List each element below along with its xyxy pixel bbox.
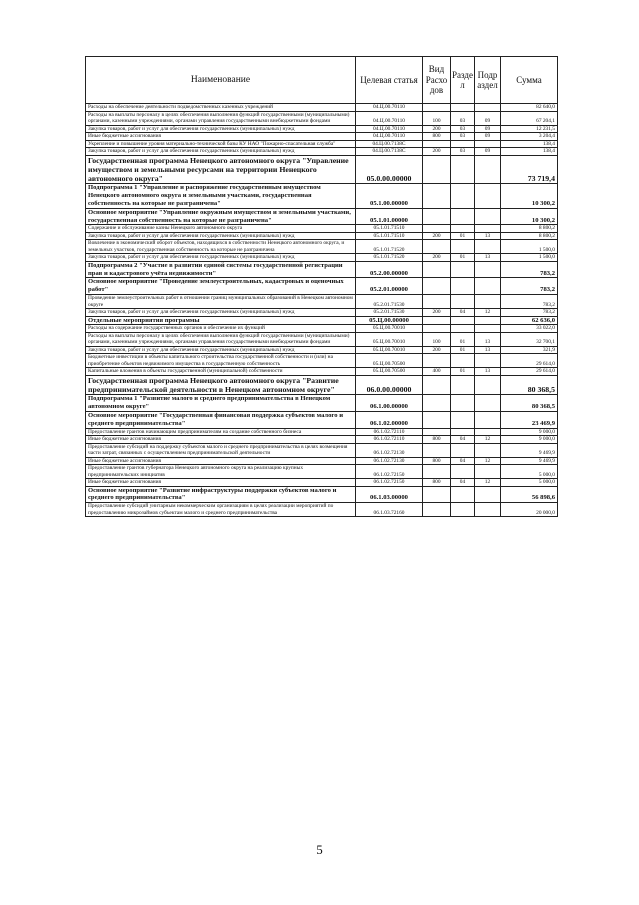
header-razdel: Разде л xyxy=(451,57,475,104)
cell-name: Иные бюджетные ассигнования xyxy=(86,133,356,141)
cell-amount: 23 469,9 xyxy=(501,412,558,429)
table-body xyxy=(86,104,558,517)
cell-subsection: 12 xyxy=(475,309,501,317)
cell-target-article: 06.1.02.72130 xyxy=(356,443,423,457)
cell-expense-type: 100 xyxy=(423,111,451,125)
cell-expense-type: 200 xyxy=(423,309,451,317)
cell-name: Расходы на выплаты персоналу в целях обеспечения выполнения функций государственными (муниципальными) органами, казенными учреждениями, органами управления государственными внебюджетными фондами xyxy=(86,332,356,346)
cell-expense-type xyxy=(423,316,451,325)
table-row xyxy=(86,140,558,148)
page-number: 5 xyxy=(316,842,323,857)
cell-target-article: 05.1.01.00000 xyxy=(356,208,423,225)
table-row xyxy=(86,486,558,503)
header-vid: Вид Расхо дов xyxy=(423,57,451,104)
cell-name: Содержание и обслуживание казны Ненецкого автономного округа xyxy=(86,225,356,233)
cell-expense-type: 800 xyxy=(423,133,451,141)
header-sum: Сумма xyxy=(501,57,558,104)
cell-name: Основное мероприятие "Управление окружным имуществом и земельными участками, государственная собственность на которые не разграничена" xyxy=(86,208,356,225)
cell-name: Отдельные мероприятия программы xyxy=(86,316,356,325)
cell-section xyxy=(451,155,475,184)
cell-subsection: 13 xyxy=(475,232,501,240)
table-row xyxy=(86,316,558,325)
cell-subsection: 13 xyxy=(475,368,501,376)
cell-section xyxy=(451,225,475,233)
table-row xyxy=(86,395,558,412)
cell-target-article: 05.Ц.00.70010 xyxy=(356,346,423,354)
cell-target-article: 05.Ц.00.70010 xyxy=(356,325,423,333)
cell-section xyxy=(451,140,475,148)
cell-section xyxy=(451,316,475,325)
table-row xyxy=(86,375,558,395)
cell-subsection xyxy=(475,316,501,325)
cell-amount: 10 300,2 xyxy=(501,208,558,225)
cell-name: Расходы на содержание государственных органов и обеспечение их функций xyxy=(86,325,356,333)
cell-name: Закупка товаров, работ и услуг для обеспечения государственных (муниципальных) нужд xyxy=(86,125,356,133)
cell-section: 03 xyxy=(451,148,475,156)
cell-target-article: 05.1.01.71510 xyxy=(356,225,423,233)
cell-expense-type xyxy=(423,486,451,503)
cell-target-article: 05.Ц.00.70010 xyxy=(356,332,423,346)
cell-target-article: 05.2.01.71530 xyxy=(356,309,423,317)
table-row xyxy=(86,436,558,444)
cell-target-article: 05.0.00.00000 xyxy=(356,155,423,184)
cell-amount: 73 719,4 xyxy=(501,155,558,184)
cell-expense-type xyxy=(423,278,451,295)
cell-subsection xyxy=(475,325,501,333)
cell-name: Иные бюджетные ассигнования xyxy=(86,436,356,444)
table-row xyxy=(86,232,558,240)
cell-section: 04 xyxy=(451,309,475,317)
cell-name: Капитальные вложения в объекты государственной (муниципальной) собственности xyxy=(86,368,356,376)
cell-target-article: 05.Ц.00.00000 xyxy=(356,316,423,325)
cell-amount: 783,2 xyxy=(501,309,558,317)
cell-target-article: 06.1.02.72150 xyxy=(356,465,423,479)
cell-name: Вовлечение в экономический оборот объектов, находящихся в собственности Ненецкого автономного округа, и земельных участков, государственная собственность на которые не разграничена xyxy=(86,240,356,254)
cell-target-article: 06.0.00.00000 xyxy=(356,375,423,395)
cell-amount: 138,4 xyxy=(501,140,558,148)
cell-expense-type xyxy=(423,412,451,429)
cell-section: 04 xyxy=(451,436,475,444)
cell-section: 01 xyxy=(451,368,475,376)
cell-target-article: 05.1.01.71520 xyxy=(356,254,423,262)
cell-section xyxy=(451,325,475,333)
cell-name: Закупка товаров, работ и услуг для обеспечения государственных (муниципальных) нужд xyxy=(86,254,356,262)
cell-name: Закупка товаров, работ и услуг для обеспечения государственных (муниципальных) нужд xyxy=(86,309,356,317)
table-row xyxy=(86,503,558,517)
cell-name: Предоставление субсидий на поддержку субъектов малого и среднего предпринимательства в целях возмещения части затрат, связанных с осуществлением предпринимательской деятельности xyxy=(86,443,356,457)
cell-amount: 321,9 xyxy=(501,346,558,354)
table-row xyxy=(86,184,558,208)
cell-expense-type: 200 xyxy=(423,125,451,133)
cell-subsection xyxy=(475,443,501,457)
cell-subsection xyxy=(475,225,501,233)
cell-subsection xyxy=(475,140,501,148)
cell-target-article: 05.1.01.71510 xyxy=(356,232,423,240)
cell-target-article: 05.Ц.00.70500 xyxy=(356,354,423,368)
cell-subsection xyxy=(475,278,501,295)
table-row xyxy=(86,325,558,333)
cell-amount: 5 000,0 xyxy=(501,479,558,487)
cell-amount: 80 368,5 xyxy=(501,395,558,412)
table-row xyxy=(86,412,558,429)
cell-name: Проведение землеустроительных работ в отношении границ муниципальных образований в Ненецком автономном округе xyxy=(86,295,356,309)
cell-subsection: 12 xyxy=(475,479,501,487)
cell-target-article: 04.Ц.00.70110 xyxy=(356,104,423,112)
cell-expense-type xyxy=(423,184,451,208)
cell-amount: 10 300,2 xyxy=(501,184,558,208)
table-row xyxy=(86,225,558,233)
table-row xyxy=(86,111,558,125)
cell-amount: 5 000,0 xyxy=(501,465,558,479)
cell-amount: 62 636,0 xyxy=(501,316,558,325)
cell-amount: 783,2 xyxy=(501,261,558,278)
cell-expense-type xyxy=(423,395,451,412)
cell-expense-type: 100 xyxy=(423,332,451,346)
cell-target-article: 05.2.01.00000 xyxy=(356,278,423,295)
cell-target-article: 04.Ц.00.70110 xyxy=(356,125,423,133)
cell-target-article: 06.1.02.72150 xyxy=(356,479,423,487)
cell-section: 03 xyxy=(451,125,475,133)
cell-section: 03 xyxy=(451,133,475,141)
table-row xyxy=(86,254,558,262)
cell-expense-type: 200 xyxy=(423,232,451,240)
cell-name: Государственная программа Ненецкого автономного округа "Развитие предпринимательской деятельности в Ненецком автономном округе" xyxy=(86,375,356,395)
cell-subsection xyxy=(475,261,501,278)
cell-section xyxy=(451,375,475,395)
table-row xyxy=(86,208,558,225)
cell-amount: 9 000,0 xyxy=(501,436,558,444)
cell-section xyxy=(451,486,475,503)
table-row xyxy=(86,125,558,133)
cell-target-article: 05.1.01.71520 xyxy=(356,240,423,254)
cell-section xyxy=(451,443,475,457)
cell-expense-type: 800 xyxy=(423,479,451,487)
cell-expense-type xyxy=(423,240,451,254)
cell-name: Основное мероприятие "Развитие инфраструктуры поддержки субъектов малого и среднего предпринимательства" xyxy=(86,486,356,503)
cell-expense-type xyxy=(423,325,451,333)
cell-section xyxy=(451,503,475,517)
table-row xyxy=(86,465,558,479)
cell-subsection xyxy=(475,395,501,412)
cell-amount: 80 368,5 xyxy=(501,375,558,395)
cell-amount: 9 469,9 xyxy=(501,443,558,457)
cell-subsection xyxy=(475,428,501,436)
cell-target-article: 06.1.02.00000 xyxy=(356,412,423,429)
cell-target-article: 04.Ц.00.7138С xyxy=(356,140,423,148)
cell-amount: 783,2 xyxy=(501,278,558,295)
cell-expense-type xyxy=(423,443,451,457)
cell-target-article: 06.1.00.00000 xyxy=(356,395,423,412)
cell-subsection: 12 xyxy=(475,457,501,465)
cell-subsection xyxy=(475,375,501,395)
cell-subsection xyxy=(475,465,501,479)
cell-expense-type xyxy=(423,428,451,436)
cell-name: Укрепление и повышение уровня материально-технической базы КУ НАО "Пожарно-спасательная служба" xyxy=(86,140,356,148)
cell-target-article: 06.1.03.00000 xyxy=(356,486,423,503)
cell-expense-type xyxy=(423,295,451,309)
cell-section: 01 xyxy=(451,332,475,346)
cell-subsection: 13 xyxy=(475,332,501,346)
cell-section xyxy=(451,208,475,225)
cell-section xyxy=(451,184,475,208)
cell-expense-type xyxy=(423,465,451,479)
cell-name: Предоставление грантов начинающим предпринимателям на создание собственного бизнеса xyxy=(86,428,356,436)
cell-name: Подпрограмма 1 "Развитие малого и среднего предпринимательства в Ненецком автономном округе" xyxy=(86,395,356,412)
cell-amount: 8 800,2 xyxy=(501,225,558,233)
cell-target-article: 04.Ц.00.70110 xyxy=(356,111,423,125)
table-row xyxy=(86,133,558,141)
cell-expense-type xyxy=(423,503,451,517)
cell-subsection xyxy=(475,503,501,517)
cell-name: Иные бюджетные ассигнования xyxy=(86,479,356,487)
cell-amount: 12 231,5 xyxy=(501,125,558,133)
cell-expense-type xyxy=(423,261,451,278)
cell-subsection xyxy=(475,295,501,309)
cell-name: Бюджетные инвестиции в объекты капитального строительства государственной собственности и (или) на приобретение объектов недвижимого имущества в государственную собственность xyxy=(86,354,356,368)
cell-name: Основное мероприятие "Государственная финансовая поддержка субъектов малого и среднего предпринимательства" xyxy=(86,412,356,429)
table-row xyxy=(86,479,558,487)
cell-section: 03 xyxy=(451,111,475,125)
table-row xyxy=(86,368,558,376)
cell-expense-type xyxy=(423,155,451,184)
cell-subsection xyxy=(475,104,501,112)
cell-section xyxy=(451,412,475,429)
table-row xyxy=(86,148,558,156)
cell-expense-type xyxy=(423,375,451,395)
header-podrazdel: Подр аздел xyxy=(475,57,501,104)
cell-name: Закупка товаров, работ и услуг для обеспечения государственных (муниципальных) нужд xyxy=(86,232,356,240)
cell-amount: 9 000,0 xyxy=(501,428,558,436)
cell-target-article: 05.1.00.00000 xyxy=(356,184,423,208)
table-row xyxy=(86,155,558,184)
cell-section xyxy=(451,395,475,412)
cell-amount: 9 469,9 xyxy=(501,457,558,465)
cell-subsection xyxy=(475,184,501,208)
cell-amount: 1 500,0 xyxy=(501,254,558,262)
cell-target-article: 04.Ц.00.70110 xyxy=(356,133,423,141)
cell-amount: 33 022,0 xyxy=(501,325,558,333)
cell-section xyxy=(451,104,475,112)
cell-expense-type xyxy=(423,104,451,112)
table-row xyxy=(86,278,558,295)
cell-subsection: 09 xyxy=(475,125,501,133)
cell-name: Предоставление субсидий унитарным некоммерческим организациям в целях реализации мероприятий по предоставлению микрозаймов субъектам малого и среднего предпринимательства xyxy=(86,503,356,517)
table-row xyxy=(86,346,558,354)
cell-expense-type xyxy=(423,354,451,368)
cell-expense-type: 800 xyxy=(423,457,451,465)
cell-amount: 29 614,0 xyxy=(501,354,558,368)
cell-name: Предоставление грантов губернатора Ненецкого автономного округа на реализацию крупных предпринимательских инициатив xyxy=(86,465,356,479)
cell-amount: 29 614,0 xyxy=(501,368,558,376)
cell-expense-type: 800 xyxy=(423,436,451,444)
cell-section xyxy=(451,465,475,479)
cell-subsection: 09 xyxy=(475,148,501,156)
cell-section: 04 xyxy=(451,479,475,487)
budget-table xyxy=(85,56,558,517)
cell-subsection xyxy=(475,208,501,225)
cell-expense-type xyxy=(423,225,451,233)
cell-expense-type xyxy=(423,140,451,148)
cell-amount: 20 000,0 xyxy=(501,503,558,517)
header-code: Целевая статья xyxy=(356,57,423,104)
cell-subsection: 09 xyxy=(475,133,501,141)
cell-section: 01 xyxy=(451,254,475,262)
cell-section: 04 xyxy=(451,457,475,465)
table-row xyxy=(86,261,558,278)
cell-name: Расходы на обеспечение деятельности подведомственных казенных учреждений xyxy=(86,104,356,112)
cell-section xyxy=(451,261,475,278)
cell-name: Подпрограмма 1 "Управление и распоряжение государственным имуществом Ненецкого автономного округа и земельными участками, государственная собственность на которые не разграничена" xyxy=(86,184,356,208)
cell-name: Расходы на выплаты персоналу в целях обеспечения выполнения функций государственными (муниципальными) органами, казенными учреждениями, органами управления государственными внебюджетными фондами xyxy=(86,111,356,125)
cell-subsection xyxy=(475,412,501,429)
cell-target-article: 05.2.01.71530 xyxy=(356,295,423,309)
cell-section xyxy=(451,354,475,368)
header-name: Наименование xyxy=(86,57,356,104)
cell-amount: 56 898,6 xyxy=(501,486,558,503)
cell-section xyxy=(451,428,475,436)
cell-amount: 3 204,4 xyxy=(501,133,558,141)
table-row xyxy=(86,332,558,346)
cell-amount: 783,2 xyxy=(501,295,558,309)
cell-expense-type: 200 xyxy=(423,254,451,262)
cell-expense-type: 200 xyxy=(423,346,451,354)
cell-subsection xyxy=(475,486,501,503)
cell-target-article: 05.2.00.00000 xyxy=(356,261,423,278)
cell-name: Закупка товаров, работ и услуг для обеспечения государственных (муниципальных) нужд xyxy=(86,346,356,354)
cell-subsection xyxy=(475,155,501,184)
table-row xyxy=(86,354,558,368)
cell-amount: 82 640,0 xyxy=(501,104,558,112)
cell-subsection: 13 xyxy=(475,346,501,354)
table-row xyxy=(86,443,558,457)
table-row xyxy=(86,428,558,436)
table-row xyxy=(86,309,558,317)
cell-amount: 32 700,1 xyxy=(501,332,558,346)
table-row xyxy=(86,104,558,112)
cell-name: Подпрограмма 2 "Участие в развитии единой системы государственной регистрации прав и кадастрового учёта недвижимости" xyxy=(86,261,356,278)
cell-name: Основное мероприятие "Проведение землеустроительных, кадастровых и оценочных работ" xyxy=(86,278,356,295)
cell-section xyxy=(451,295,475,309)
cell-section xyxy=(451,278,475,295)
cell-name: Иные бюджетные ассигнования xyxy=(86,457,356,465)
cell-target-article: 04.Ц.00.7138С xyxy=(356,148,423,156)
cell-subsection xyxy=(475,240,501,254)
cell-amount: 1 500,0 xyxy=(501,240,558,254)
cell-subsection: 13 xyxy=(475,254,501,262)
cell-target-article: 06.1.03.72160 xyxy=(356,503,423,517)
cell-subsection xyxy=(475,354,501,368)
cell-subsection: 09 xyxy=(475,111,501,125)
table-row xyxy=(86,295,558,309)
cell-amount: 67 204,1 xyxy=(501,111,558,125)
cell-target-article: 06.1.02.72130 xyxy=(356,457,423,465)
cell-section: 01 xyxy=(451,346,475,354)
header-row xyxy=(86,57,558,104)
cell-name: Государственная программа Ненецкого автономного округа "Управление имуществом и земельными ресурсами на территории Ненецкого автономного округа" xyxy=(86,155,356,184)
cell-target-article: 06.1.02.72110 xyxy=(356,428,423,436)
cell-section: 01 xyxy=(451,232,475,240)
cell-expense-type xyxy=(423,208,451,225)
cell-amount: 138,4 xyxy=(501,148,558,156)
cell-expense-type: 200 xyxy=(423,148,451,156)
cell-subsection: 12 xyxy=(475,436,501,444)
cell-section xyxy=(451,240,475,254)
cell-amount: 8 800,2 xyxy=(501,232,558,240)
table-row xyxy=(86,240,558,254)
cell-expense-type: 400 xyxy=(423,368,451,376)
cell-target-article: 06.1.02.72110 xyxy=(356,436,423,444)
cell-name: Закупка товаров, работ и услуг для обеспечения государственных (муниципальных) нужд xyxy=(86,148,356,156)
table-row xyxy=(86,457,558,465)
cell-target-article: 05.Ц.00.70500 xyxy=(356,368,423,376)
